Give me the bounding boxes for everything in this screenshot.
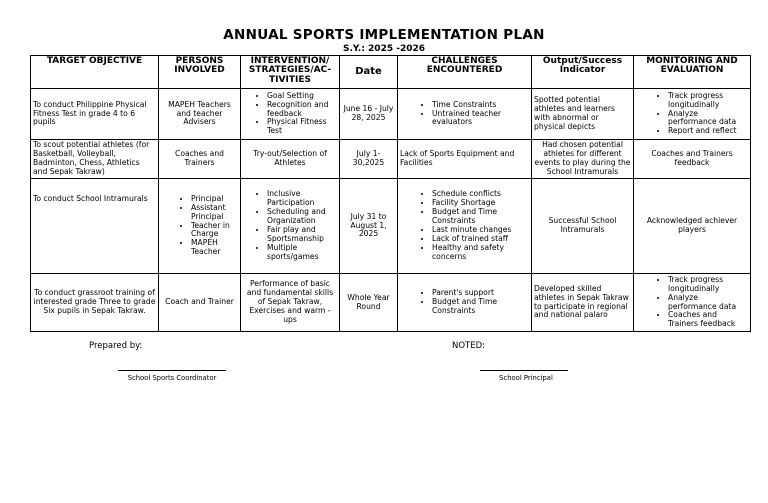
list-item: • Parent's support bbox=[432, 289, 529, 298]
cell-monitoring: Acknowledged achiever players bbox=[634, 179, 751, 274]
cell-monitoring bbox=[634, 89, 751, 140]
cell-monitoring: Coaches and Trainers feedback bbox=[634, 140, 751, 179]
school-year: S.Y.: 2025 -2026 bbox=[342, 44, 426, 54]
list-item: • Inclusive Participation bbox=[267, 190, 337, 208]
header-objective: TARGET OBJECTIVE bbox=[31, 56, 159, 89]
cell-challenges bbox=[398, 274, 532, 332]
prepared-role: School Sports Coordinator bbox=[127, 374, 217, 382]
cell-persons: Coaches and Trainers bbox=[159, 140, 241, 179]
cell-objective: To scout potential athletes (for Basketball, Volleyball, Badminton, Chess, Athletics and Sepak Takraw) bbox=[31, 140, 159, 179]
list-item: • Budget and Time Constraints bbox=[432, 298, 529, 316]
cell-challenges bbox=[398, 179, 532, 274]
table-row bbox=[31, 89, 751, 140]
header-monitoring: MONITORING AND EVALUATION bbox=[634, 56, 751, 89]
cell-output: Had chosen potential athletes for different events to play during the School Intramurals bbox=[532, 140, 634, 179]
list-item: • Report and reflect bbox=[668, 127, 748, 136]
cell-persons: MAPEH Teachers and teacher Advisers bbox=[159, 89, 241, 140]
implementation-plan-table bbox=[30, 55, 751, 332]
header-date: Date bbox=[340, 56, 398, 89]
list-item: • Lack of trained staff bbox=[432, 235, 529, 244]
list-item: • Analyze performance data bbox=[668, 294, 748, 312]
cell-date: Whole Year Round bbox=[340, 274, 398, 332]
list-item: • Last minute changes bbox=[432, 226, 529, 235]
list-item: • Physical Fitness Test bbox=[267, 118, 337, 136]
prepared-signature-line bbox=[118, 370, 226, 371]
cell-intervention bbox=[241, 179, 340, 274]
list-item: • Budget and Time Constraints bbox=[432, 208, 529, 226]
header-intervention: INTERVENTION/ STRATEGIES/AC-TIVITIES bbox=[241, 56, 340, 89]
list-item: • Multiple sports/games bbox=[267, 244, 337, 262]
list-item: • Assistant Principal bbox=[191, 204, 238, 222]
list-item: • Principal bbox=[191, 195, 238, 204]
list-item: • Recognition and feedback bbox=[267, 101, 337, 119]
cell-intervention: Performance of basic and fundamental skills of Sepak Takraw, Exercises and warm -ups bbox=[241, 274, 340, 332]
list-item: • Coaches and Trainers feedback bbox=[668, 311, 748, 329]
table-row bbox=[31, 179, 751, 274]
list-item: • Untrained teacher evaluators bbox=[432, 110, 529, 128]
noted-signature-line bbox=[480, 370, 568, 371]
cell-date: July 1- 30,2025 bbox=[340, 140, 398, 179]
cell-objective: To conduct grassroot training of interested grade Three to grade Six pupils in Sepak Takraw. bbox=[31, 274, 159, 332]
list-item: • Track progress longitudinally bbox=[668, 276, 748, 294]
noted-role: School Principal bbox=[499, 374, 553, 382]
noted-label: NOTED: bbox=[452, 341, 486, 351]
cell-output: Developed skilled athletes in Sepak Takraw to participate in regional and national palaro bbox=[532, 274, 634, 332]
cell-date: July 31 to August 1, 2025 bbox=[340, 179, 398, 274]
header-output: Output/Success Indicator bbox=[532, 56, 634, 89]
cell-challenges bbox=[398, 89, 532, 140]
prepared-by-label: Prepared by: bbox=[89, 341, 143, 351]
table-header-row bbox=[31, 56, 751, 89]
list-item: • Teacher in Charge bbox=[191, 222, 238, 240]
table-row bbox=[31, 140, 751, 179]
list-item: • Facility Shortage bbox=[432, 199, 529, 208]
document-title: ANNUAL SPORTS IMPLEMENTATION PLAN bbox=[223, 27, 545, 43]
header-challenges: CHALLENGES ENCOUNTERED bbox=[398, 56, 532, 89]
cell-output: Spotted potential athletes and learners with abnormal or physical depicts bbox=[532, 89, 634, 140]
list-item: • Scheduling and Organization bbox=[267, 208, 337, 226]
list-item: • Analyze performance data bbox=[668, 110, 748, 128]
cell-monitoring bbox=[634, 274, 751, 332]
table-row bbox=[31, 274, 751, 332]
list-item: • Goal Setting bbox=[267, 92, 337, 101]
list-item: • Healthy and safety concerns bbox=[432, 244, 529, 262]
cell-intervention bbox=[241, 89, 340, 140]
list-item: • Fair play and Sportsmanship bbox=[267, 226, 337, 244]
cell-challenges: Lack of Sports Equipment and Facilities bbox=[398, 140, 532, 179]
cell-persons bbox=[159, 179, 241, 274]
cell-output: Successful School Intramurals bbox=[532, 179, 634, 274]
cell-objective: To conduct School Intramurals bbox=[31, 179, 159, 274]
cell-date: June 16 - July 28, 2025 bbox=[340, 89, 398, 140]
cell-objective: To conduct Philippine Physical Fitness Test in grade 4 to 6 pupils bbox=[31, 89, 159, 140]
list-item: • Schedule conflicts bbox=[432, 190, 529, 199]
cell-persons: Coach and Trainer bbox=[159, 274, 241, 332]
list-item: • Track progress longitudinally bbox=[668, 92, 748, 110]
cell-intervention: Try-out/Selection of Athletes bbox=[241, 140, 340, 179]
header-persons: PERSONS INVOLVED bbox=[159, 56, 241, 89]
list-item: • MAPEH Teacher bbox=[191, 239, 238, 257]
list-item: • Time Constraints bbox=[432, 101, 529, 110]
